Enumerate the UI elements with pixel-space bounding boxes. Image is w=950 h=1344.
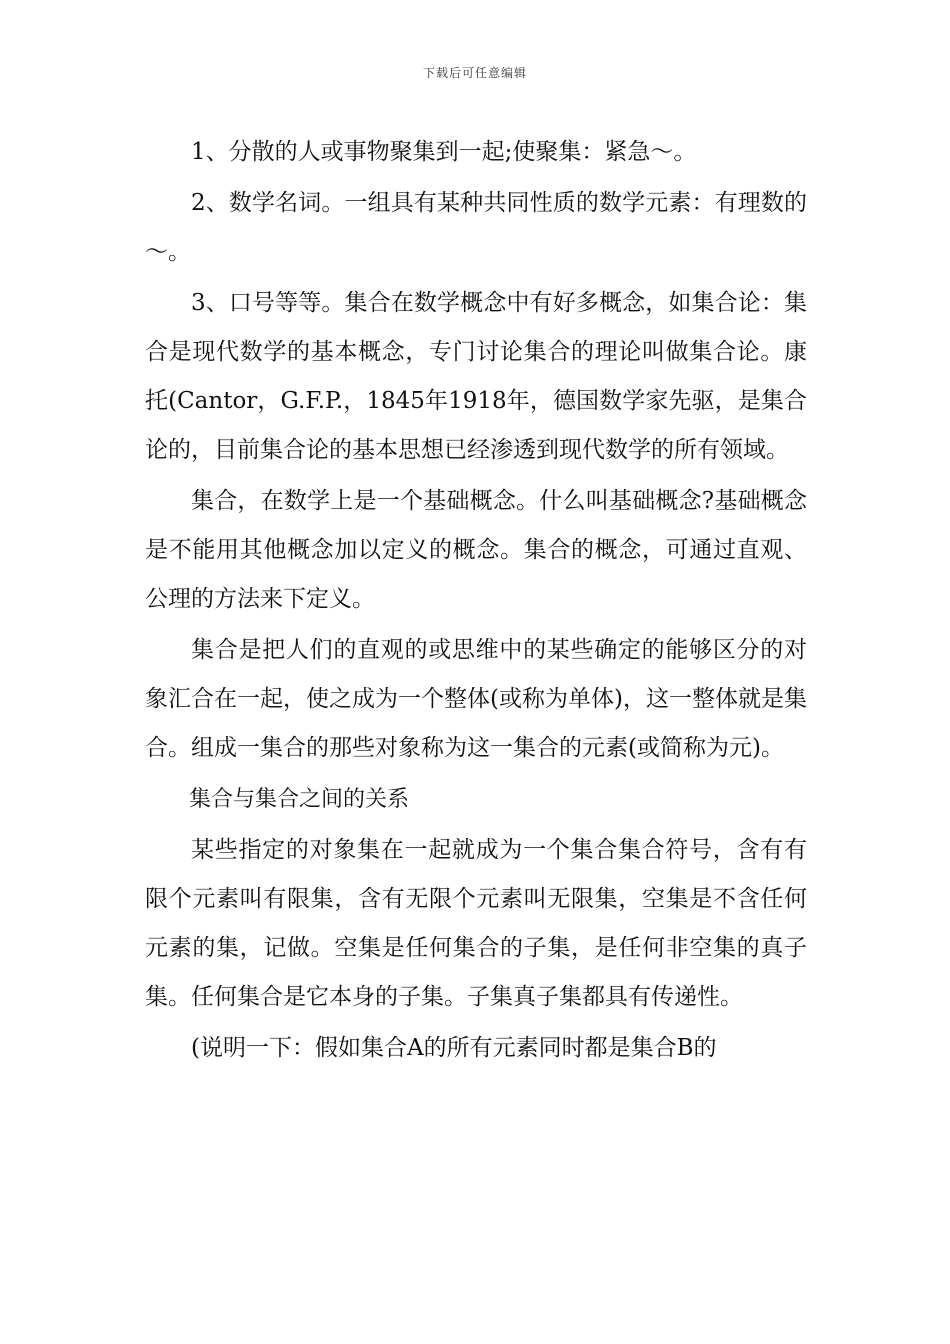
paragraph-explanation: (说明一下：假如集合A的所有元素同时都是集合B的 (191, 1035, 717, 1061)
paragraph-set-definition: 集合是把人们的直观的或思维中的某些确定的能够区分的对象汇合在一起，使之成为一个整体(或称为单体)，这一整体就是集合。组成一集合的那些对象称为这一集合的元素(或简称为元)。 (145, 637, 807, 761)
paragraph-definition-3: 3、口号等等。集合在数学概念中有好多概念，如集合论：集合是现代数学的基本概念，专门讨论集合的理论叫做集合论。康托(Cantor，G.F.P.，1845年1918年，德国数学家先驱，是集合论的，目前集合论的基本思想已经渗透到现代数学的所有领域。 (145, 290, 807, 463)
paragraph-basic-concept: 集合，在数学上是一个基础概念。什么叫基础概念?基础概念是不能用其他概念加以定义的概念。集合的概念，可通过直观、公理的方法来下定义。 (145, 488, 807, 612)
document-body (145, 128, 807, 1075)
page-header: 下载后可任意编辑 (422, 66, 527, 80)
paragraph-definition-1: 1、分散的人或事物聚集到一起;使聚集：紧急～。 (191, 139, 697, 165)
paragraph-definition-2: 2、数学名词。一组具有某种共同性质的数学元素：有理数的～。 (145, 190, 807, 265)
paragraph-subsets: 某些指定的对象集在一起就成为一个集合集合符号，含有有限个元素叫有限集，含有无限个元素叫无限集，空集是不含任何元素的集，记做。空集是任何集合的子集，是任何非空集的真子集。任何集合是它本身的子集。子集真子集都具有传递性。 (145, 837, 807, 1010)
section-heading-set-relations: 集合与集合之间的关系 (189, 787, 410, 812)
